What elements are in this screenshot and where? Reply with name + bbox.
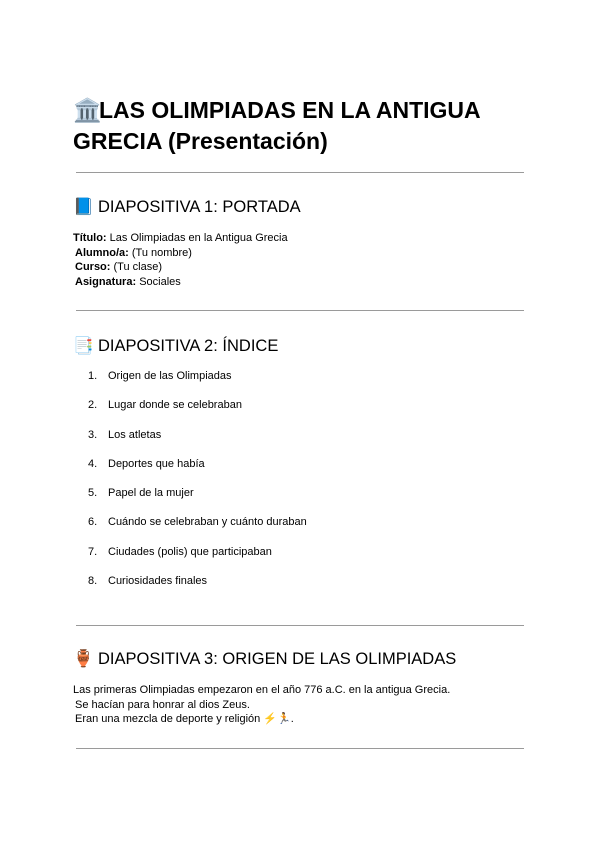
- list-item-text: Cuándo se celebraban y cuánto duraban: [108, 516, 307, 529]
- list-item: [88, 515, 307, 544]
- divider: [76, 172, 524, 173]
- field-label: Curso:: [75, 261, 111, 273]
- field-label: Alumno/a:: [75, 246, 129, 259]
- list-item-text: Lugar donde se celebraban: [108, 399, 242, 412]
- cover-fields: [73, 231, 288, 289]
- slide1-heading: [73, 196, 301, 218]
- field-value: Sociales: [139, 275, 181, 288]
- list-item: [88, 369, 307, 398]
- temple-icon: 🏛️: [73, 97, 102, 123]
- paragraph-line: Eran una mezcla de deporte y religión ⚡🏃.: [75, 713, 294, 725]
- list-item-number: 5.: [88, 487, 98, 500]
- slide2-heading-text: DIAPOSITIVA 2: ÍNDICE: [98, 337, 279, 355]
- bookmark-tabs-icon: 📑: [73, 337, 94, 355]
- list-item: [88, 486, 307, 515]
- blue-book-icon: 📘: [73, 198, 94, 216]
- divider: [76, 748, 524, 749]
- paragraph-line: Las primeras Olimpiadas empezaron en el año 776 a.C. en la antigua Grecia.: [73, 684, 451, 696]
- document-title: [73, 95, 533, 157]
- list-item: [88, 428, 307, 457]
- list-item: [88, 574, 307, 603]
- paragraph-line: Se hacían para honrar al dios Zeus.: [75, 698, 250, 711]
- index-list: [88, 369, 307, 603]
- field-value: (Tu clase): [113, 261, 163, 273]
- field-subject: [73, 275, 288, 290]
- document-title-text: LAS OLIMPIADAS EN LA ANTIGUA GRECIA (Presentación): [73, 97, 480, 154]
- list-item: [88, 398, 307, 427]
- field-label: Título:: [73, 232, 107, 244]
- slide3-heading-text: DIAPOSITIVA 3: ORIGEN DE LAS OLIMPIADAS: [98, 650, 457, 668]
- list-item-number: 7.: [88, 545, 98, 558]
- divider: [76, 310, 524, 311]
- field-value: (Tu nombre): [131, 246, 192, 259]
- amphora-icon: 🏺: [73, 650, 94, 668]
- slide3-heading: [73, 648, 456, 670]
- field-label: Asignatura:: [75, 275, 137, 288]
- list-item-number: 8.: [88, 575, 98, 588]
- list-item-number: 1.: [88, 370, 98, 382]
- list-item-text: Ciudades (polis) que participaban: [108, 545, 272, 558]
- list-item-number: 6.: [88, 516, 98, 529]
- divider: [76, 625, 524, 626]
- list-item-text: Deportes que había: [108, 457, 205, 470]
- list-item: [88, 545, 307, 574]
- list-item-text: Los atletas: [108, 428, 162, 441]
- list-item-text: Papel de la mujer: [108, 487, 194, 500]
- field-course: [73, 260, 288, 275]
- field-value: Las Olimpiadas en la Antigua Grecia: [109, 232, 288, 244]
- field-student: [73, 246, 288, 261]
- list-item-number: 3.: [88, 428, 98, 441]
- list-item: [88, 457, 307, 486]
- slide2-heading: [73, 335, 278, 357]
- slide1-heading-text: DIAPOSITIVA 1: PORTADA: [98, 198, 301, 216]
- list-item-number: 2.: [88, 399, 98, 412]
- field-title: [73, 231, 288, 246]
- list-item-text: Origen de las Olimpiadas: [108, 370, 232, 382]
- list-item-number: 4.: [88, 457, 98, 470]
- list-item-text: Curiosidades finales: [108, 575, 208, 588]
- slide3-body: [73, 683, 450, 727]
